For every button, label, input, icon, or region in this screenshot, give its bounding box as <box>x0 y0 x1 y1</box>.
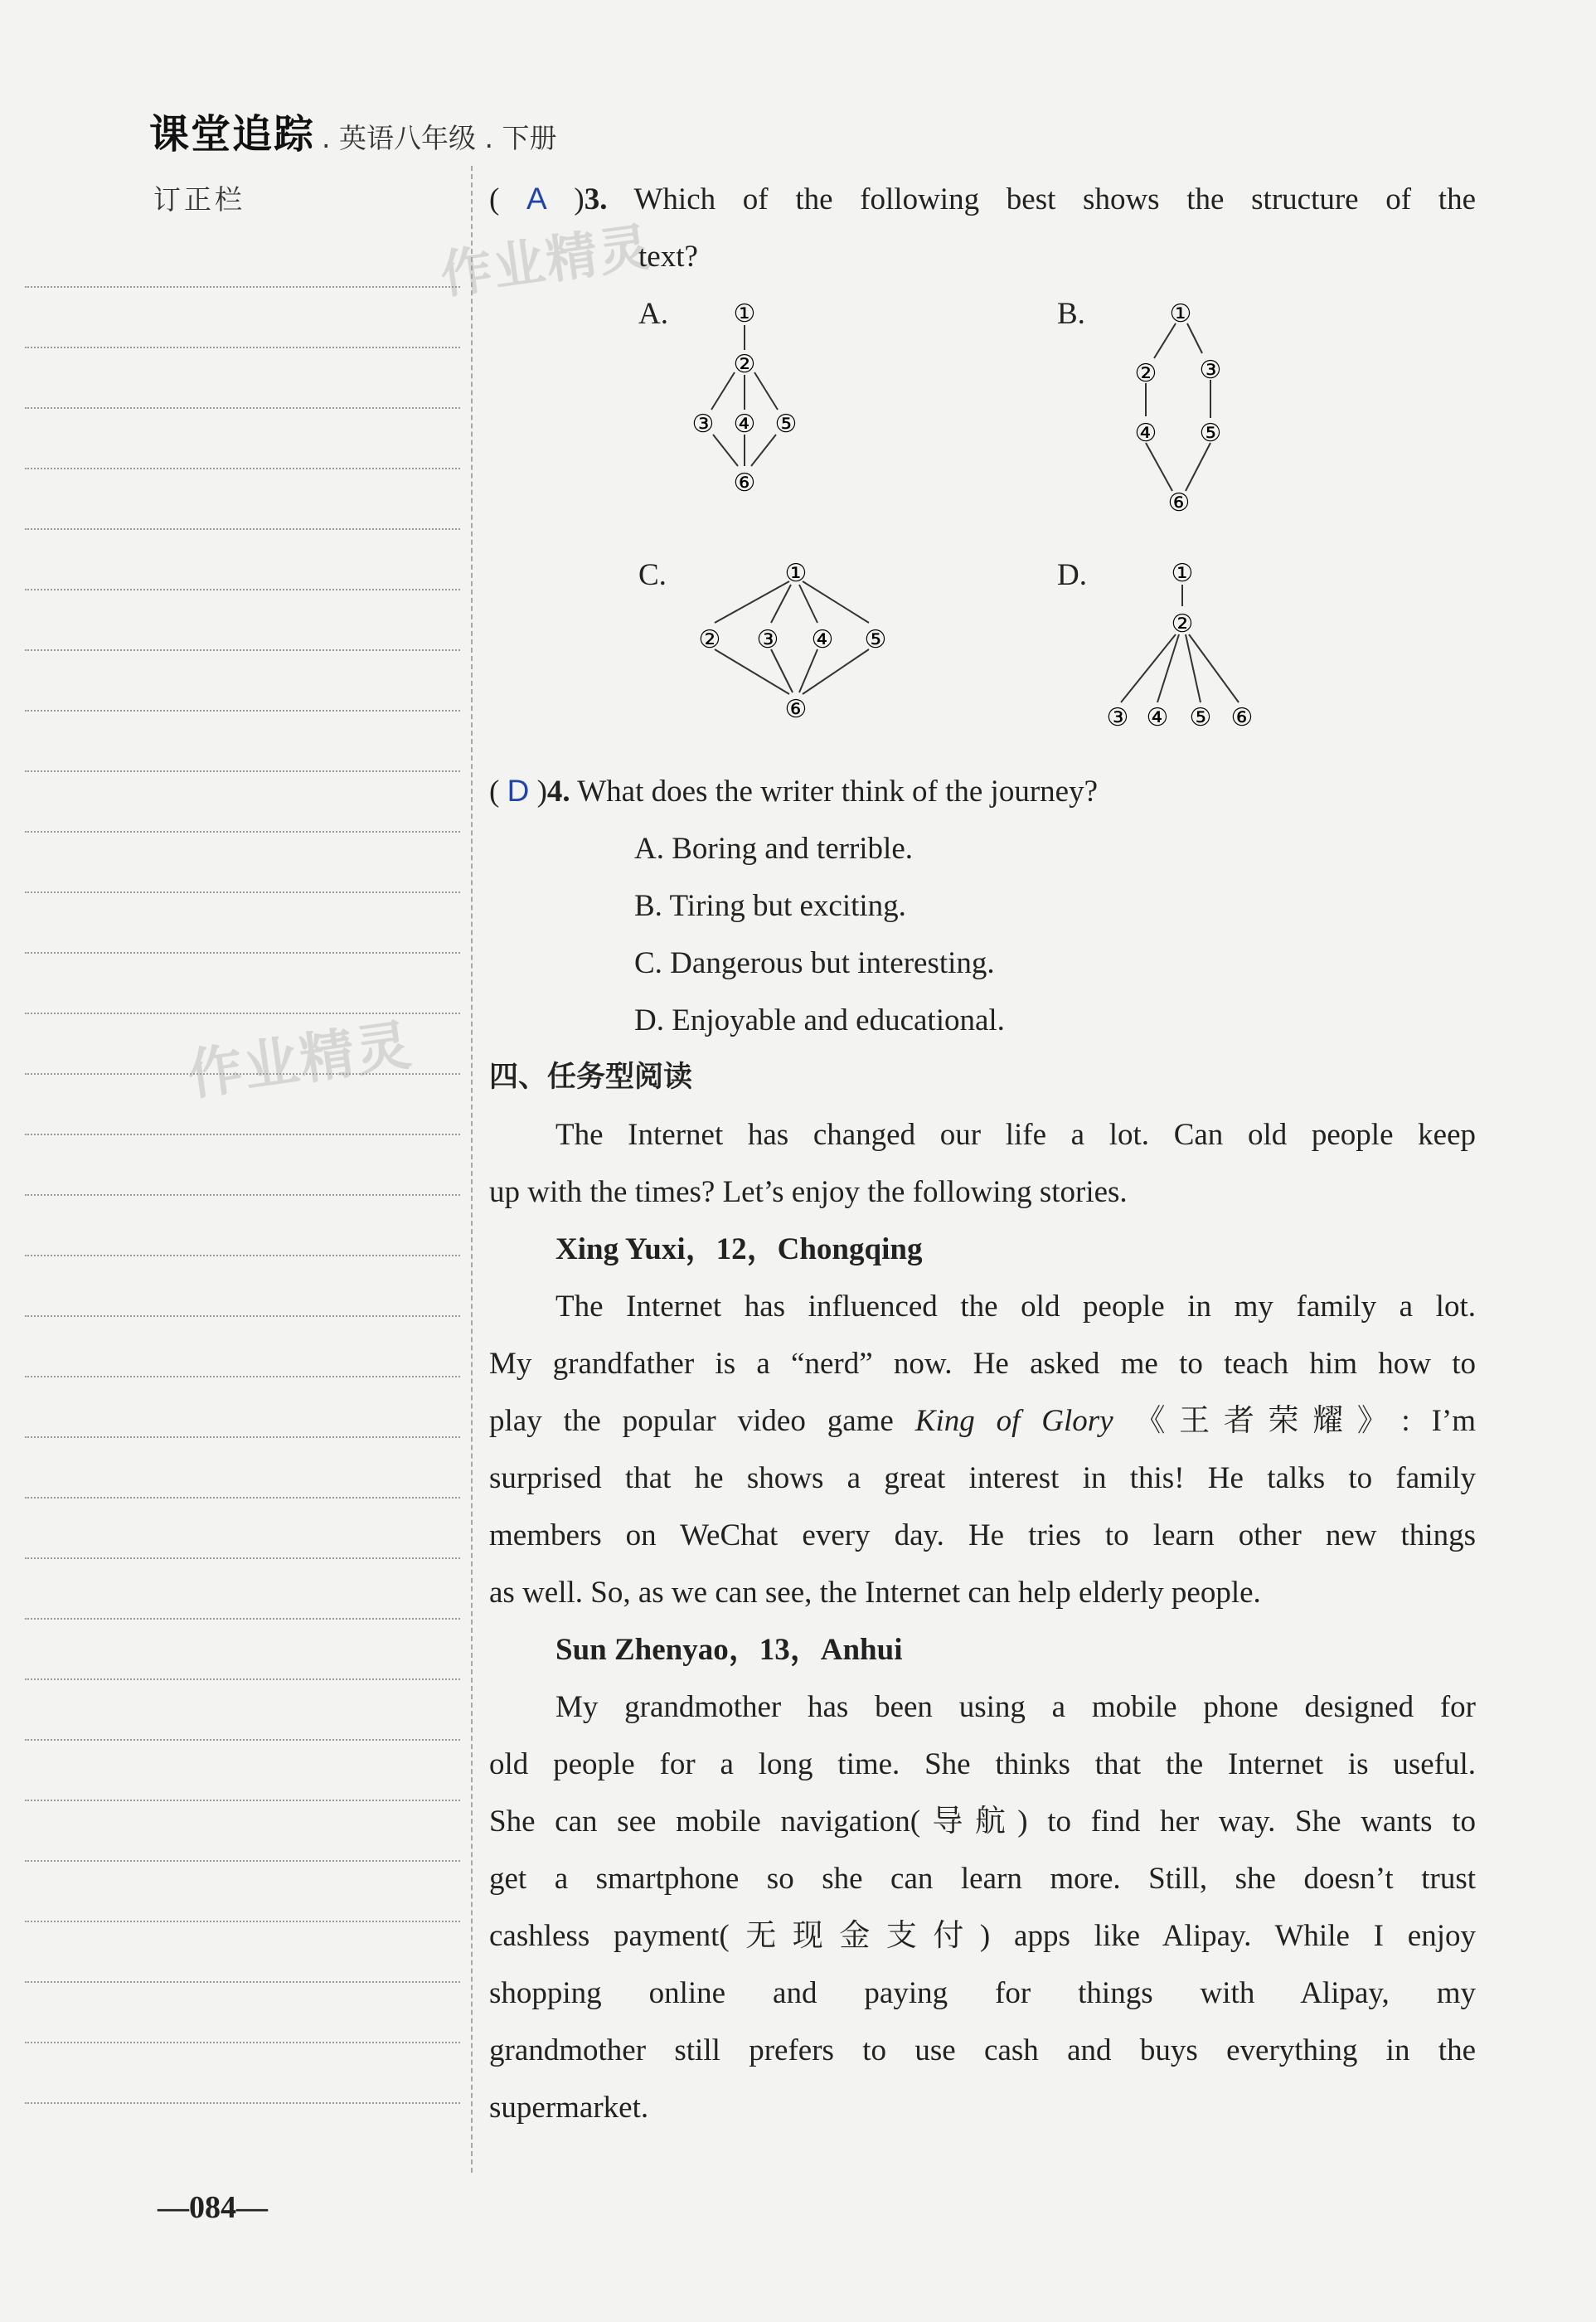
story-line: cashless payment(无现金支付) apps like Alipay. While I enjoy <box>489 1919 1476 1953</box>
page-number: —084— <box>158 2190 268 2225</box>
story-line: old people for a long time. She thinks that the Internet is useful. <box>489 1747 1476 1781</box>
story-line: shopping online and paying for things with Alipay, my <box>489 1976 1476 2010</box>
sidebar-rule <box>25 891 460 893</box>
story-line: grandmother still prefers to use cash and buys everything in the <box>489 2033 1476 2067</box>
story-author: Sun Zhenyao，13，Anhui <box>555 1633 903 1667</box>
node: ① <box>1171 559 1194 588</box>
node: ⑥ <box>784 695 808 724</box>
intro-line: up with the times? Let’s enjoy the following stories. <box>489 1175 1128 1209</box>
sidebar-rule <box>25 286 460 288</box>
sidebar-rule <box>25 952 460 954</box>
column-divider <box>471 166 473 2173</box>
question-3: ( A )3. Which of the following best shows the structure of the <box>489 182 1476 216</box>
choice-b: B. Tiring but exciting. <box>634 889 906 923</box>
node: ④ <box>733 410 756 439</box>
sidebar-rule <box>25 831 460 833</box>
structure-diagram-b <box>1094 294 1260 561</box>
intro-line: The Internet has changed our life a lot. Can old people keep <box>555 1118 1476 1152</box>
story-line: The Internet has influenced the old people in my family a lot. <box>555 1290 1476 1324</box>
node: ③ <box>756 625 779 654</box>
node: ② <box>1171 610 1194 639</box>
sidebar-rule <box>25 649 460 651</box>
watermark: 作业精灵 <box>183 1013 416 1108</box>
node: ① <box>1169 299 1192 328</box>
structure-diagram-d <box>1103 555 1285 773</box>
story-line: My grandfather is a “nerd” now. He asked me to teach him how to <box>489 1347 1476 1381</box>
sidebar-rule <box>25 2102 460 2104</box>
node: ② <box>698 625 721 654</box>
node: ⑥ <box>1167 488 1191 517</box>
story-line: play the popular video game King of Glory 《王者荣耀》: I’m <box>489 1404 1477 1438</box>
node: ⑤ <box>1189 703 1212 732</box>
node: ③ <box>1106 703 1129 732</box>
question-text: Which of the following best shows the structure of the <box>633 182 1476 216</box>
sidebar-rule <box>25 589 460 590</box>
story-line: surprised that he shows a great interest in this! He talks to family <box>489 1461 1476 1495</box>
section-title: 四、任务型阅读 <box>489 1061 693 1094</box>
node: ② <box>1134 359 1157 388</box>
sidebar-rule <box>25 1678 460 1680</box>
diagram-row <box>489 546 1476 762</box>
option-label: B. <box>1057 297 1085 331</box>
sidebar-rule <box>25 1255 460 1256</box>
node: ③ <box>691 410 715 439</box>
node: ⑤ <box>1199 419 1222 448</box>
node: ⑤ <box>774 410 798 439</box>
sidebar-rule <box>25 1134 460 1135</box>
structure-diagram-c <box>680 555 887 765</box>
game-title: King of Glory <box>914 1404 1113 1438</box>
option-label: C. <box>638 558 667 592</box>
story-line: members on WeChat every day. He tries to learn other new things <box>489 1518 1476 1552</box>
answer-mark: D <box>507 774 530 808</box>
node: ④ <box>811 625 834 654</box>
sidebar-rule <box>25 770 460 772</box>
node: ① <box>733 299 756 328</box>
choice-a: A. Boring and terrible. <box>634 832 913 866</box>
node: ② <box>733 350 756 379</box>
sidebar-rule <box>25 1436 460 1438</box>
sidebar-rule <box>25 1376 460 1377</box>
sidebar-rule <box>25 1618 460 1620</box>
sidebar-rule <box>25 1981 460 1983</box>
option-label: A. <box>638 297 668 331</box>
sidebar-rule <box>25 407 460 409</box>
main-content <box>489 170 1476 2136</box>
sidebar-rule <box>25 710 460 712</box>
choice-c: C. Dangerous but interesting. <box>634 946 995 980</box>
correction-column <box>25 224 460 2123</box>
option-label: D. <box>1057 558 1087 592</box>
node: ④ <box>1146 703 1169 732</box>
answer-mark: A <box>526 182 547 216</box>
sidebar-rule <box>25 1315 460 1317</box>
story-author: Xing Yuxi，12，Chongqing <box>555 1232 923 1266</box>
node: ⑥ <box>733 469 756 498</box>
sidebar-rule <box>25 528 460 530</box>
story-line: get a smartphone so she can learn more. Still, she doesn’t trust <box>489 1862 1476 1896</box>
sidebar-rule <box>25 347 460 348</box>
story-line: as well. So, as we can see, the Internet can help elderly people. <box>489 1576 1261 1610</box>
story-line: supermarket. <box>489 2091 649 2125</box>
correction-column-label: 订正栏 <box>153 183 245 216</box>
node: ④ <box>1134 419 1157 448</box>
book-subtitle: . 英语八年级 . 下册 <box>322 122 557 154</box>
sidebar-rule <box>25 1800 460 1801</box>
node: ③ <box>1199 356 1222 385</box>
question-number: 3. <box>584 182 608 216</box>
sidebar-rule <box>25 1921 460 1922</box>
sidebar-rule <box>25 1497 460 1499</box>
sidebar-rule <box>25 1194 460 1196</box>
diagram-row <box>489 285 1476 546</box>
structure-diagram-a <box>680 294 846 545</box>
node: ⑥ <box>1230 703 1254 732</box>
story-line: She can see mobile navigation(导航) to find her way. She wants to <box>489 1805 1476 1839</box>
story-line: My grandmother has been using a mobile phone designed for <box>555 1690 1476 1724</box>
sidebar-rule <box>25 1557 460 1559</box>
node: ⑤ <box>864 625 887 654</box>
sidebar-rule <box>25 1860 460 1862</box>
book-logo: 课堂追踪 <box>149 111 316 158</box>
sidebar-rule <box>25 2042 460 2043</box>
question-4: ( D )4. What does the writer think of the journey? <box>489 774 1099 809</box>
question-text-cont: text? <box>638 240 698 274</box>
sidebar-rule <box>25 1739 460 1741</box>
question-text: What does the writer think of the journey? <box>577 775 1099 809</box>
node: ① <box>784 559 808 588</box>
page-header <box>149 109 556 159</box>
sidebar-rule <box>25 468 460 469</box>
question-number: 4. <box>546 775 570 809</box>
watermark: 作业精灵 <box>436 216 656 306</box>
choice-d: D. Enjoyable and educational. <box>634 1003 1005 1037</box>
